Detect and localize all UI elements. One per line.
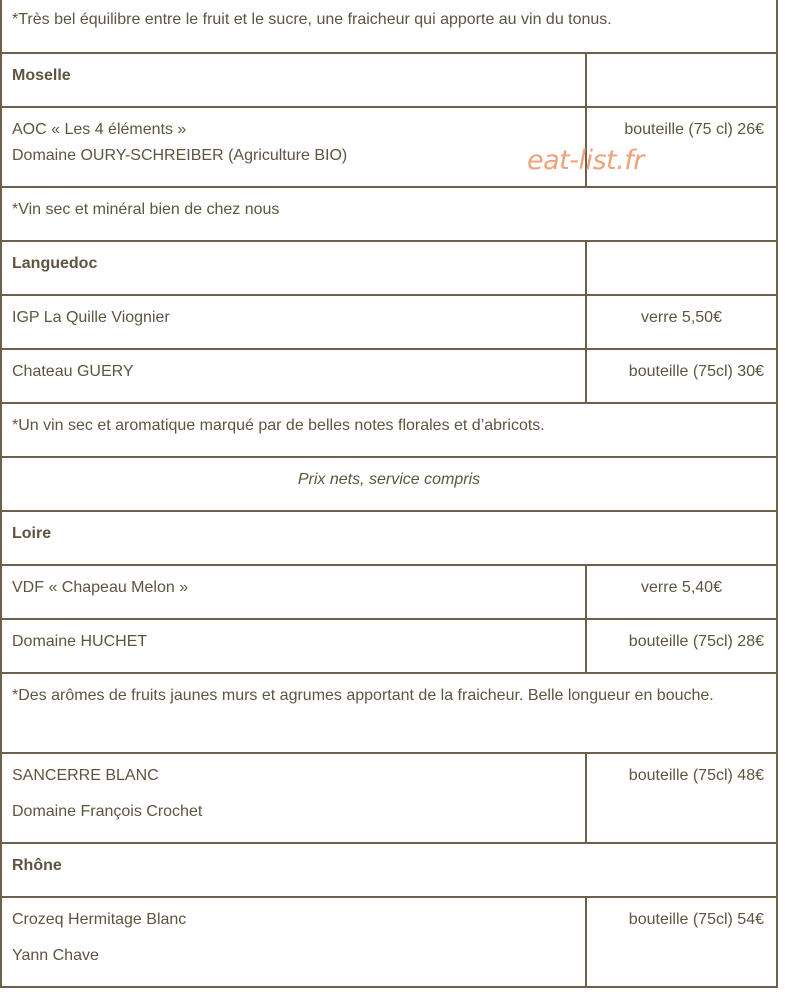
table-row [0,458,778,512]
wine-cell [12,117,582,169]
tasting-note: *Vin sec et minéral bien de chez nous [12,201,280,218]
region-heading: Rhône [12,857,62,874]
wine-producer: Domaine OURY-SCHREIBER (Agriculture BIO) [12,147,348,164]
table-row [0,296,778,350]
table-row [0,0,778,54]
wine-name: VDF « Chapeau Melon » [12,579,189,596]
price-cell [585,620,776,672]
price-cell [585,242,776,294]
table-row [0,242,778,296]
wine-cell [12,907,582,969]
table-row [0,674,778,754]
wine-producer: Yann Chave [12,947,99,964]
wine-price: bouteille (75cl) 54€ [628,911,764,928]
price-cell [585,54,776,106]
wine-name: Domaine HUCHET [12,633,148,650]
table-row [0,898,778,988]
tasting-note: *Un vin sec et aromatique marqué par de belles notes florales et d’abricots. [12,417,545,434]
price-notice: Prix nets, service compris [297,471,481,488]
price-cell [585,350,776,402]
table-row [0,566,778,620]
table-row [0,404,778,458]
wine-producer: Domaine François Crochet [12,803,203,820]
table-row [0,108,778,188]
price-cell [585,898,776,986]
wine-price: bouteille (75cl) 28€ [628,633,764,650]
wine-cell [12,763,582,825]
wine-name: Chateau GUERY [12,363,134,380]
wine-price: bouteille (75cl) 30€ [628,363,764,380]
table-row [0,754,778,844]
region-heading: Moselle [12,67,71,84]
wine-name: AOC « Les 4 éléments » [12,121,187,138]
wine-price: bouteille (75cl) 48€ [628,767,764,784]
table-row [0,188,778,242]
tasting-note: *Des arômes de fruits jaunes murs et agrumes apportant de la fraicheur. Belle longueur en bouche. [12,687,714,704]
table-row [0,54,778,108]
tasting-note: *Très bel équilibre entre le fruit et le sucre, une fraicheur qui apporte au vin du tonus. [12,11,612,28]
wine-price: verre 5,50€ [641,309,722,326]
price-cell [585,566,776,618]
region-heading: Languedoc [12,255,98,272]
wine-name: SANCERRE BLANC [12,767,159,784]
watermark-logo: eat-list.fr [527,145,644,176]
wine-price: verre 5,40€ [641,579,722,596]
table-row [0,350,778,404]
table-row [0,844,778,898]
price-cell [585,296,776,348]
wine-name: Crozeq Hermitage Blanc [12,911,187,928]
table-row [0,512,778,566]
wine-name: IGP La Quille Viognier [12,309,170,326]
wine-price: bouteille (75 cl) 26€ [624,121,764,138]
region-heading: Loire [12,525,52,542]
price-cell [585,754,776,842]
table-row [0,620,778,674]
